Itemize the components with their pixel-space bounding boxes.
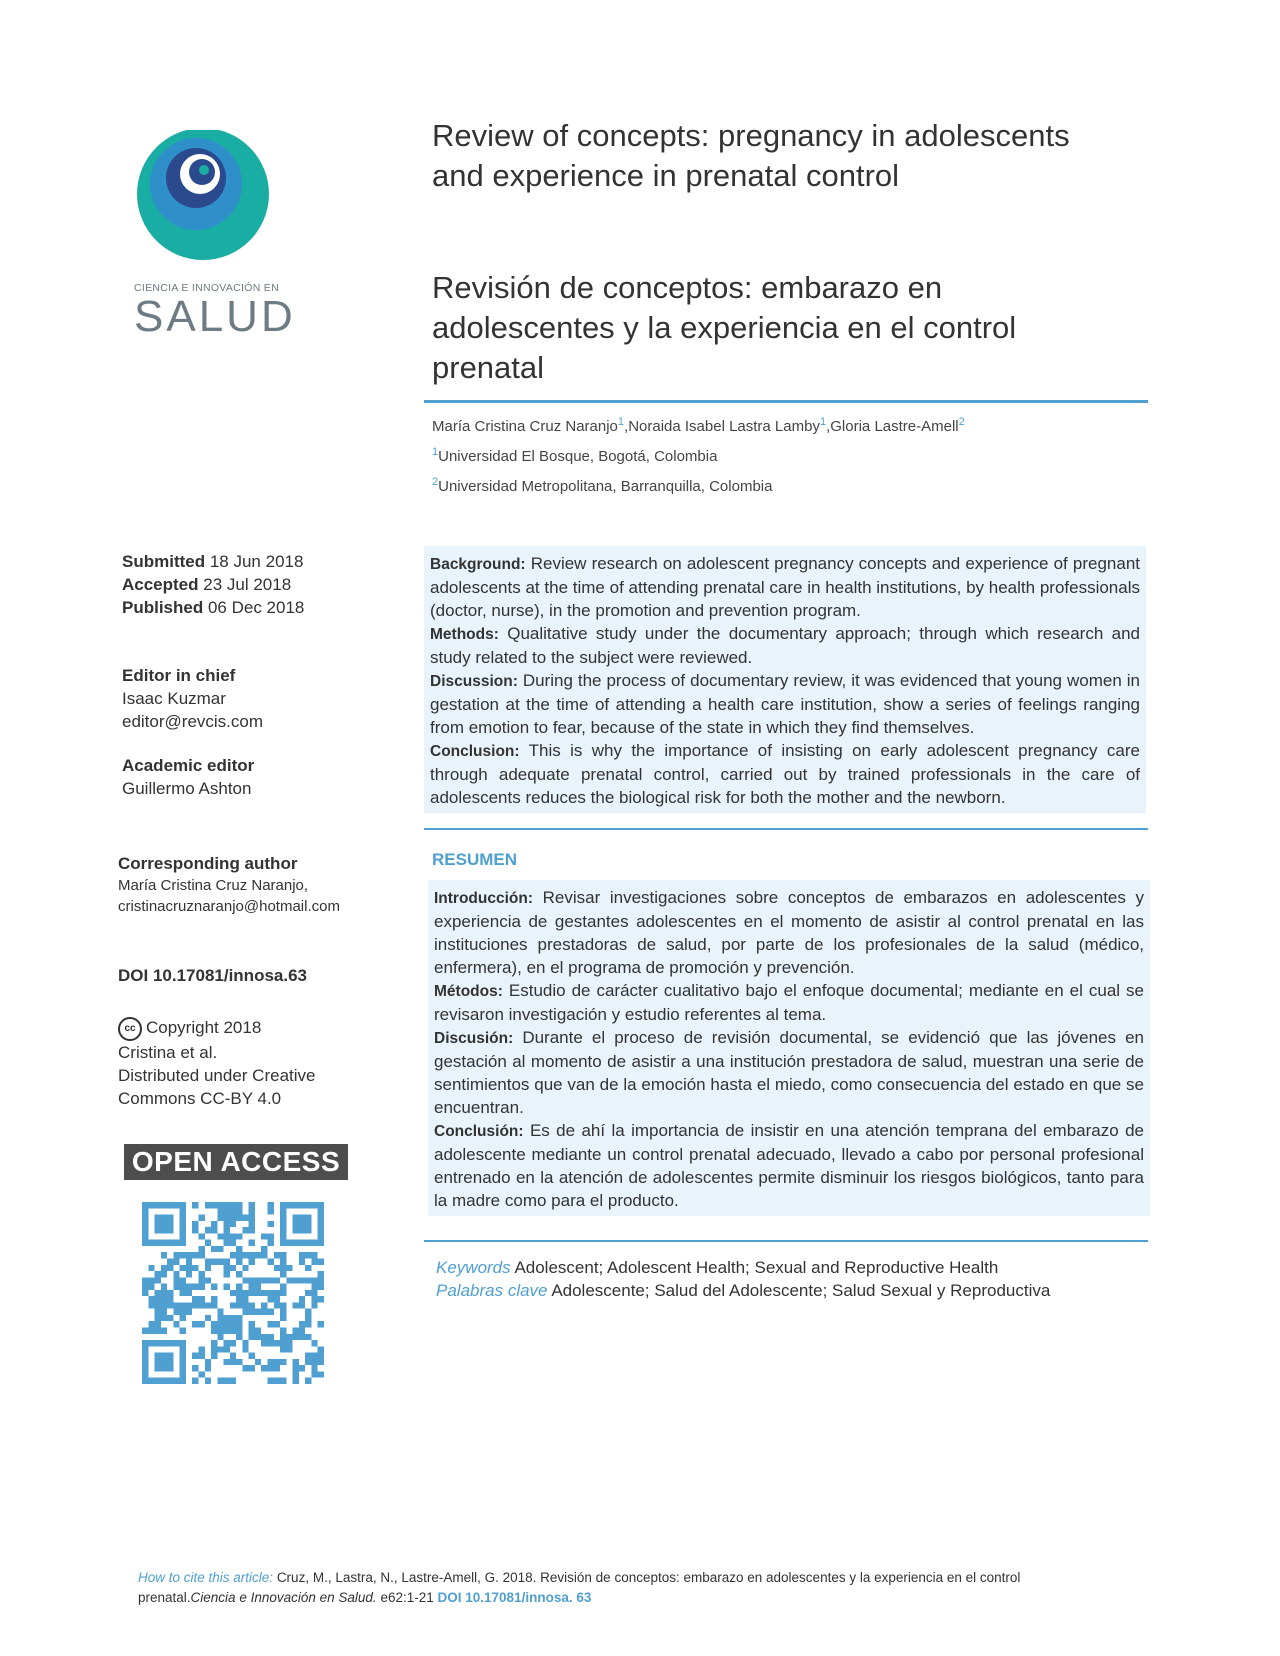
abstract-conclusion: Conclusion: This is why the importance of insisting on early adolescent pregnancy care through adequate prenatal control, carried out by trained professionals in the care of adolescents reduces the biological risk for both the mother and the newborn. (430, 741, 1140, 807)
article-dates: Submitted 18 Jun 2018 Accepted 23 Jul 2018 Published 06 Dec 2018 (122, 552, 305, 617)
citation: How to cite this article: Cruz, M., Lastra, N., Lastre-Amell, G. 2018. Revisión de conceptos: embarazo en adolescentes y la experiencia en el control prenatal.Ciencia e Innovación en Salud. e62:1-21 DOI 10.17081/innosa. 63 (138, 1570, 1021, 1605)
title-divider (424, 400, 1148, 403)
author-affiliation-mark: 1 (819, 416, 827, 428)
author-list: María Cristina Cruz Naranjo$^1$,Noraida Isabel Lastra Lamby$^1$,Gloria Lastre-Amell$^2$ (432, 416, 965, 435)
editor-email[interactable]: editor@revcis.com (122, 712, 264, 731)
author-name: Gloria Lastre-Amell (830, 418, 959, 435)
author-name: María Cristina Cruz Naranjo (432, 418, 618, 435)
copyright-block: cc Copyright 2018 Cristina et al. Distributed under Creative Commons CC-BY 4.0 (118, 1018, 316, 1108)
cc-icon: cc (118, 1017, 142, 1041)
corresponding-email[interactable]: cristinacruznaranjo@hotmail.com (118, 898, 340, 915)
qr-code[interactable] (142, 1202, 324, 1384)
title-spanish: Revisión de conceptos: embarazo en adolescentes y la experiencia en el control prenatal (432, 270, 1017, 385)
abstract-background: Background: Review research on adolescent pregnancy concepts and experience of pregnant adolescents at the time of attending prenatal care in health institutions, by health professionals (doctor, nurse), in the promotion and prevention program. (430, 554, 1140, 620)
resumen-divider (424, 1240, 1148, 1242)
citation-doi[interactable]: DOI 10.17081/innosa. 63 (437, 1590, 592, 1605)
title-english: Review of concepts: pregnancy in adolescents and experience in prenatal control (432, 118, 1070, 193)
logo-title: SALUD (134, 292, 296, 341)
open-access-badge: OPEN ACCESS (124, 1144, 348, 1180)
abstract-discussion: Discussion: During the process of documentary review, it was evidenced that young women in gestation at the time of attending a health care institution, show a series of feelings ranging from emotion to fear, because of the state in which they find themselves. (430, 671, 1140, 737)
academic-editor: Academic editor Guillermo Ashton (122, 756, 255, 798)
abstract-divider (424, 828, 1148, 830)
logo-subtitle: CIENCIA E INNOVACIÓN EN (134, 282, 279, 294)
palabras-clave: Palabras clave Adolescente; Salud del Adolescente; Salud Sexual y Reproductiva (436, 1281, 1051, 1300)
affiliation-1: $^1$Universidad El Bosque, Bogotá, Colombia (432, 446, 718, 465)
author-affiliation-mark: 1 (617, 416, 625, 428)
resumen-conclusion: Conclusión: Es de ahí la importancia de insistir en una atención temprana del embarazo de adolescente mediante un control prenatal adecuado, llevado a cabo por personal profesional entrenado en la atención de adolescentes permite disminuir los riesgos biológicos, tanto para la madre como para el producto. (434, 1121, 1144, 1210)
article-doi[interactable]: DOI 10.17081/innosa.63 (118, 966, 307, 985)
resumen-heading: RESUMEN (432, 850, 518, 869)
abstract-methods: Methods: Qualitative study under the documentary approach; through which research and study related to the subject were reviewed. (430, 624, 1140, 667)
resumen-introduccion: Introducción: Revisar investigaciones sobre conceptos de embarazos en adolescentes y experiencia de gestantes adolescentes en el momento de asistir al control prenatal en las instituciones prestadoras de salud, por parte de los profesionales de la salud (médico, enfermera), en el programa de promoción y prevención. (434, 888, 1144, 977)
corresponding-author: Corresponding author María Cristina Cruz Naranjo, cristinacruznaranjo@hotmail.com (118, 854, 340, 915)
author-name: Noraida Isabel Lastra Lamby (628, 418, 820, 435)
affiliation-2: $^2$Universidad Metropolitana, Barranquilla, Colombia (432, 476, 773, 495)
resumen-discusion: Discusión: Durante el proceso de revisión documental, se evidenció que las jóvenes en gestación al momento de asistir a una institución prestadora de salud, muestran una serie de sentimientos que van de la emoción hasta el miedo, como consecuencia del estado en que se encuentran. (434, 1028, 1144, 1117)
abstract-spanish (428, 880, 1150, 1216)
abstract-english (424, 546, 1146, 813)
editor-in-chief: Editor in chief Isaac Kuzmar editor@revcis.com (122, 666, 264, 731)
keywords: Keywords Adolescent; Adolescent Health; Sexual and Reproductive Health (436, 1258, 999, 1277)
resumen-metodos: Métodos: Estudio de carácter cualitativo bajo el enfoque documental; mediante en el cual se revisaron investigación y estudio referentes al tema. (434, 981, 1144, 1024)
author-affiliation-mark: 2 (958, 416, 965, 428)
